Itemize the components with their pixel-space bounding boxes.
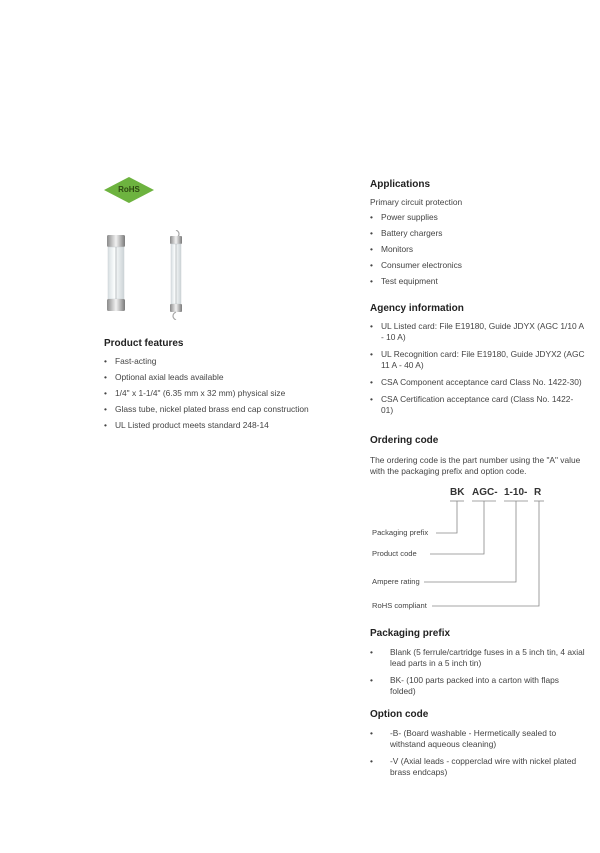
list-item: • Monitors	[381, 244, 585, 255]
list-item: • BK- (100 parts packed into a carton with flaps folded)	[390, 675, 585, 697]
ordering-code-text: The ordering code is the part number using the "A" value with the packaging prefix and option code.	[370, 455, 581, 476]
list-item: • -B- (Board washable - Hermetically sealed to withstand aqueous cleaning)	[390, 728, 585, 750]
list-item: • Blank (5 ferrule/cartridge fuses in a 5 inch tin, 4 axial lead parts in a 5 inch tin)	[390, 647, 585, 669]
ordering-code-diagram	[370, 487, 585, 617]
list-item: • Fast-acting	[115, 356, 334, 367]
packaging-list	[370, 647, 585, 697]
code-label-product-code: Product code	[372, 549, 417, 558]
list-item: • 1/4" x 1-1/4" (6.35 mm x 32 mm) physical size	[115, 388, 334, 399]
option-list	[370, 728, 585, 778]
applications-section	[370, 179, 585, 292]
code-part-prefix: BK	[450, 487, 465, 498]
ferrule-fuse-image	[106, 235, 126, 316]
product-features-section	[104, 338, 334, 436]
code-label-packaging-prefix: Packaging prefix	[372, 528, 429, 537]
list-item: • Optional axial leads available	[115, 372, 334, 383]
list-item: • CSA Certification acceptance card (Class No. 1422-01)	[381, 394, 585, 416]
packaging-prefix-title: Packaging prefix	[370, 628, 451, 639]
code-label-rohs-compliant: RoHS compliant	[372, 601, 427, 610]
list-item: • UL Listed product meets standard 248-14	[115, 420, 334, 431]
rohs-badge	[104, 177, 154, 203]
agency-list	[370, 321, 585, 416]
list-item: • UL Listed card: File E19180, Guide JDYX (AGC 1/10 A - 10 A)	[381, 321, 585, 343]
code-part-product: AGC-	[472, 487, 498, 498]
code-part-rohs: R	[534, 487, 542, 498]
applications-list	[370, 212, 585, 287]
list-item: • Battery chargers	[381, 228, 585, 239]
list-item: • Glass tube, nickel plated brass end cap construction	[115, 404, 334, 415]
option-code-section	[370, 709, 585, 784]
applications-subtitle: Primary circuit protection	[370, 197, 463, 207]
applications-title: Applications	[370, 179, 431, 190]
list-item: • Test equipment	[381, 276, 585, 287]
list-item: • UL Recognition card: File E19180, Guide JDYX2 (AGC 11 A - 40 A)	[381, 349, 585, 371]
rohs-label: RoHS	[118, 185, 140, 194]
code-label-ampere-rating: Ampere rating	[372, 577, 420, 586]
agency-information-title: Agency information	[370, 303, 464, 314]
agency-information-section	[370, 303, 585, 422]
list-item: • Consumer electronics	[381, 260, 585, 271]
ordering-code-section	[370, 435, 585, 477]
packaging-prefix-section	[370, 628, 585, 703]
list-item: • -V (Axial leads - copperclad wire with nickel plated brass endcaps)	[390, 756, 585, 778]
option-code-title: Option code	[370, 709, 429, 720]
list-item: • Power supplies	[381, 212, 585, 223]
product-features-title: Product features	[104, 338, 184, 349]
list-item: • CSA Component acceptance card Class No. 1422-30)	[381, 377, 585, 388]
product-features-list	[104, 356, 334, 431]
axial-lead-fuse-image	[166, 230, 186, 325]
code-part-ampere: 1-10-	[504, 487, 528, 498]
ordering-code-title: Ordering code	[370, 435, 439, 446]
